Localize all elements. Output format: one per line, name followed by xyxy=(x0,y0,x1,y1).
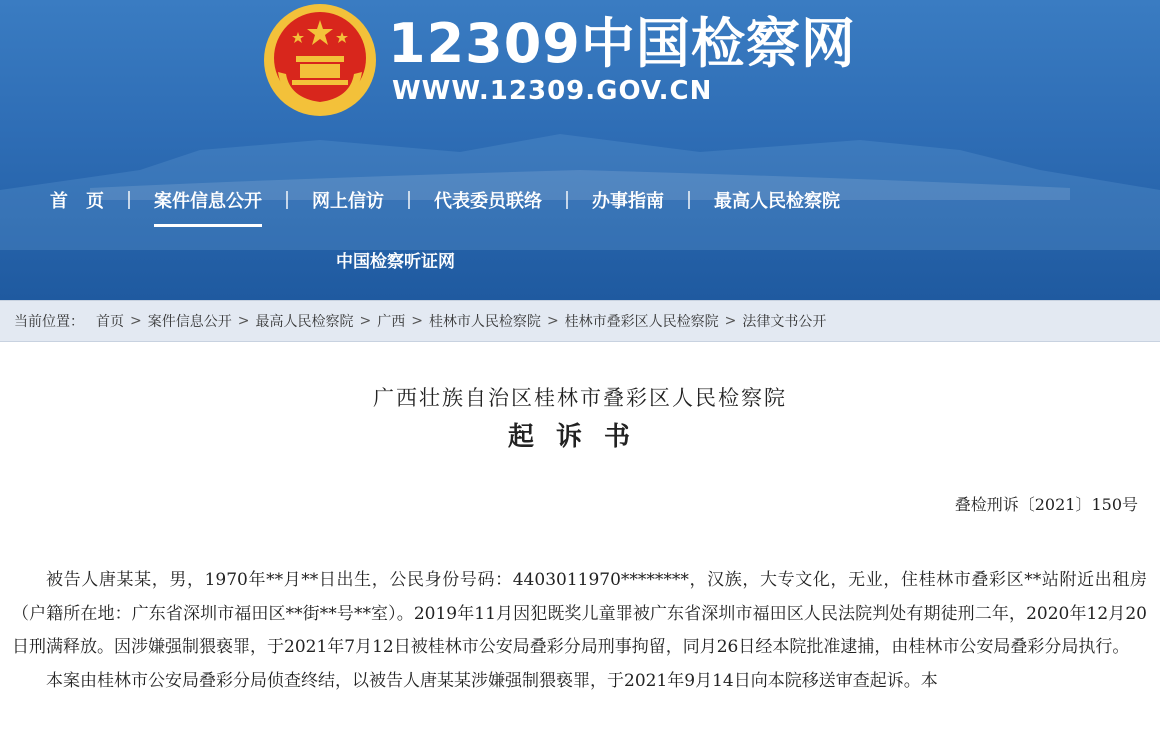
document-title: 起诉书 xyxy=(507,422,652,452)
site-header xyxy=(0,0,1160,300)
site-url[interactable]: WWW.12309.GOV.CN xyxy=(392,76,713,106)
nav-deputy-liaison[interactable]: 代表委员联络 xyxy=(434,191,542,212)
national-emblem-icon xyxy=(262,2,378,118)
breadcrumb-spp[interactable]: 最高人民检察院 xyxy=(255,314,354,330)
breadcrumb-guangxi[interactable]: 广西 xyxy=(377,314,406,330)
nav-divider xyxy=(566,191,568,209)
breadcrumb-diecai[interactable]: 桂林市叠彩区人民检察院 xyxy=(564,314,719,330)
main-nav xyxy=(0,180,1160,220)
breadcrumb-separator: > xyxy=(130,313,142,329)
breadcrumb-separator: > xyxy=(546,313,559,329)
breadcrumb-separator: > xyxy=(724,313,737,329)
nav-spp[interactable]: 最高人民检察院 xyxy=(714,191,840,212)
site-title[interactable]: 12309中国检察网 xyxy=(388,12,856,75)
breadcrumb-case-info[interactable]: 案件信息公开 xyxy=(147,314,232,330)
document-org: 广西壮族自治区桂林市叠彩区人民检察院 xyxy=(373,386,787,410)
breadcrumb-legal-docs[interactable]: 法律文书公开 xyxy=(742,314,827,330)
breadcrumb-home[interactable]: 首页 xyxy=(96,314,124,330)
nav-guide[interactable]: 办事指南 xyxy=(592,191,664,212)
nav-petition[interactable]: 网上信访 xyxy=(312,191,384,212)
breadcrumb-separator: > xyxy=(237,313,250,329)
breadcrumb-separator: > xyxy=(359,313,372,329)
breadcrumb-guilin[interactable]: 桂林市人民检察院 xyxy=(428,314,541,330)
document-paragraph: 被告人唐某某，男，1970年**月**日出生，公民身份号码：4403011970********，汉族，大专文化，无业，住桂林市叠彩区**站附近出租房（户籍所在地：广东省深圳市福田区**街**号**室）。2019年11月因犯既奖儿童罪被广东省深圳市福田区人民法院判处有期徒刑二年，2020年12月20日刑满释放。因涉嫌强制猥亵罪，于2021年7月12日被桂林市公安局叠彩分局刑事拘留，同月26日经本院批准逮捕，由桂林市公安局叠彩分局执行。 xyxy=(12,570,1147,657)
document-panel xyxy=(0,342,1160,750)
breadcrumb-separator: > xyxy=(411,313,423,329)
nav-divider xyxy=(408,191,410,209)
document-paragraph: 本案由桂林市公安局叠彩分局侦查终结，以被告人唐某某涉嫌强制猥亵罪，于2021年9月14日向本院移送审查起诉。本 xyxy=(46,670,938,691)
nav-home[interactable]: 首 页 xyxy=(50,191,104,212)
nav-hearing[interactable]: 中国检察听证网 xyxy=(336,252,455,272)
document-body xyxy=(12,564,1147,698)
breadcrumb-prefix: 当前位置： xyxy=(14,314,84,330)
nav-divider xyxy=(688,191,690,209)
breadcrumb xyxy=(0,300,1160,342)
document-number: 叠检刑诉〔2021〕150号 xyxy=(954,495,1138,514)
nav-case-info[interactable]: 案件信息公开 xyxy=(154,187,262,213)
nav-divider xyxy=(286,191,288,209)
nav-divider xyxy=(128,191,130,209)
